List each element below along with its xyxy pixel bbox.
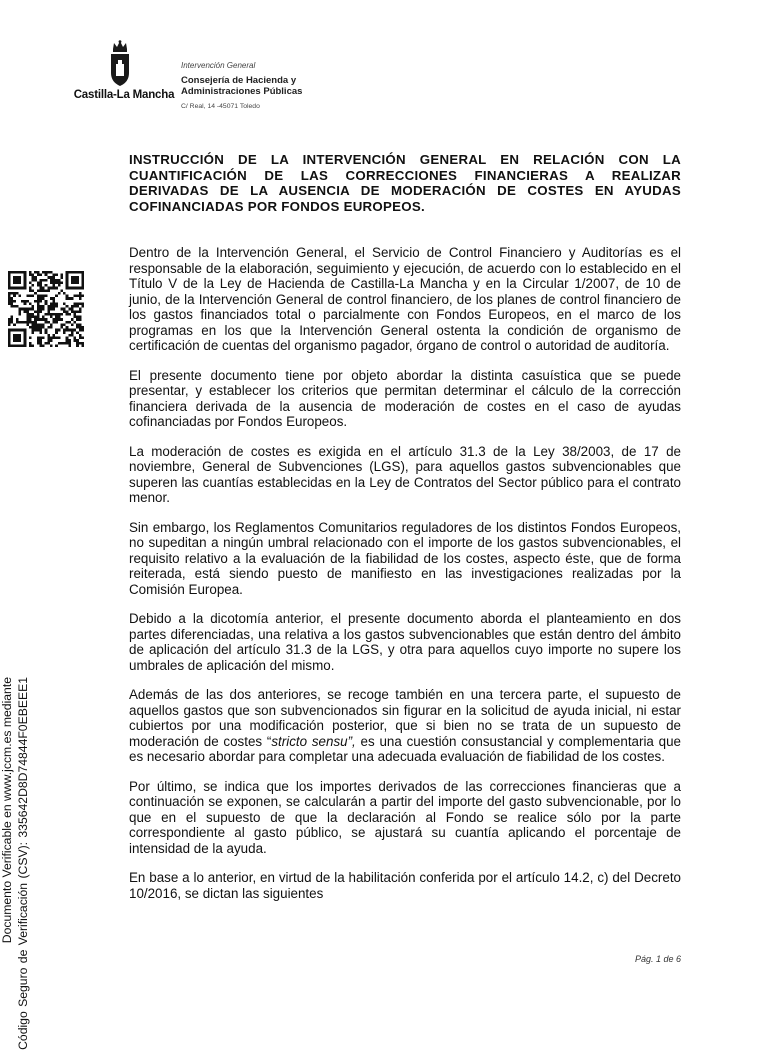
verification-csv-text: Código Seguro de Verificación (CSV): 335642D8D74844F0EBEEE1 — [16, 677, 30, 1050]
letterhead — [181, 61, 381, 110]
paragraph-5: Debido a la dicotomía anterior, el presente documento aborda el planteamiento en dos partes diferenciadas, una relativa a los gastos subvencionables que están dentro del ámbito de aplicación del artículo 31.3 de la LGS, y otra para aquellos cuyo importe no supere los umbrales de aplicación del mismo. — [129, 611, 681, 673]
paragraph-6 — [129, 687, 681, 765]
letterhead-unit: Intervención General — [181, 61, 256, 70]
paragraph-6-text-b: es una cuestión consustancial y complementaria que es necesario abordar para completar una adecuada evaluación de fiabilidad de los costes. — [129, 733, 681, 764]
paragraph-4: Sin embargo, los Reglamentos Comunitarios reguladores de los distintos Fondos Europeos, no supeditan a ningún umbral relacionado con el importe de los gastos subvencionables, el requisito relativo a la evaluación de la fiabilidad de los costes, aspecto éste, que de forma reiterada, está siendo puesto de manifiesto en las investigaciones realizadas por la Comisión Europea. — [129, 519, 681, 597]
paragraph-6-italic: stricto sensu”, — [271, 733, 356, 749]
paragraph-7: Por último, se indica que los importes derivados de las correcciones financieras que a continuación se exponen, se calcularán a partir del importe del gasto subvencionable, por lo que en el supuesto de que la declaración al Fondo se realice sólo por la parte correspondiente al gasto público, se ajustará su cuantía aplicando el porcentaje de intensidad de la ayuda. — [129, 778, 681, 856]
paragraph-3: La moderación de costes es exigida en el artículo 31.3 de la Ley 38/2003, de 17 de noviembre, General de Subvenciones (LGS), para aquellos gastos subvencionables que superen las cuantías establecidas en la Ley de Contratos del Sector público para el contrato menor. — [129, 443, 681, 505]
verification-text-line-2 — [16, 311, 38, 1050]
verification-url-text: Documento Verificable en www.jccm.es mediante — [0, 677, 14, 944]
paragraph-8: En base a lo anterior, en virtud de la habilitación conferida por el artículo 14.2, c) del Decreto 10/2016, se dictan las siguientes — [129, 870, 681, 901]
logo-wordmark: Castilla-La Mancha — [73, 89, 175, 101]
page-number: Pág. 1 de 6 — [634, 954, 681, 964]
letterhead-address: C/ Real, 14 -45071 Toledo — [181, 103, 260, 110]
letterhead-department-line-2: Administraciones Públicas — [181, 86, 303, 97]
crown-shield-icon — [104, 40, 136, 88]
paragraph-6-text-a: Además de las dos anteriores, se recoge también en una tercera parte, el supuesto de aquellos gastos que son subvencionados sin figurar en la solicitud de ayuda inicial, ni estar cubiertos por una modificación posterior, que si bien no se trata de un supuesto de moderación de costes “ — [129, 687, 681, 749]
castilla-la-mancha-logo — [72, 40, 176, 106]
paragraph-2: El presente documento tiene por objeto abordar la distinta casuística que se puede presentar, y establecer los criterios que permitan determinar el cálculo de la corrección financiera derivada de la ausencia de moderación de costes en el caso de ayudas cofinanciadas por Fondos Europeos. — [129, 367, 681, 429]
document-body — [129, 245, 681, 915]
document-title: INSTRUCCIÓN DE LA INTERVENCIÓN GENERAL EN RELACIÓN CON LA CUANTIFICACIÓN DE LAS CORRECCIONES FINANCIERAS A REALIZAR DERIVADAS DE LA AUSENCIA DE MODERACIÓN DE COSTES EN AYUDAS COFINANCIADAS POR FONDOS EUROPEOS. — [129, 152, 681, 214]
letterhead-department-line-1: Consejería de Hacienda y — [181, 75, 297, 86]
paragraph-1: Dentro de la Intervención General, el Servicio de Control Financiero y Auditorías es el responsable de la elaboración, seguimiento y ejecución, de acuerdo con lo establecido en el Título V de la Ley de Hacienda de Castilla-La Mancha y en la Circular 1/2007, de 10 de junio, de la Intervención General de control financiero, de los planes de control financiero de los gastos financiados total o parcialmente con Fondos Europeos, en el marco de los programas en los que la Intervención General ostenta la condición de organismo de certificación de cuentas del organismo pagador, órgano de control o autoridad de auditoría. — [129, 245, 681, 353]
